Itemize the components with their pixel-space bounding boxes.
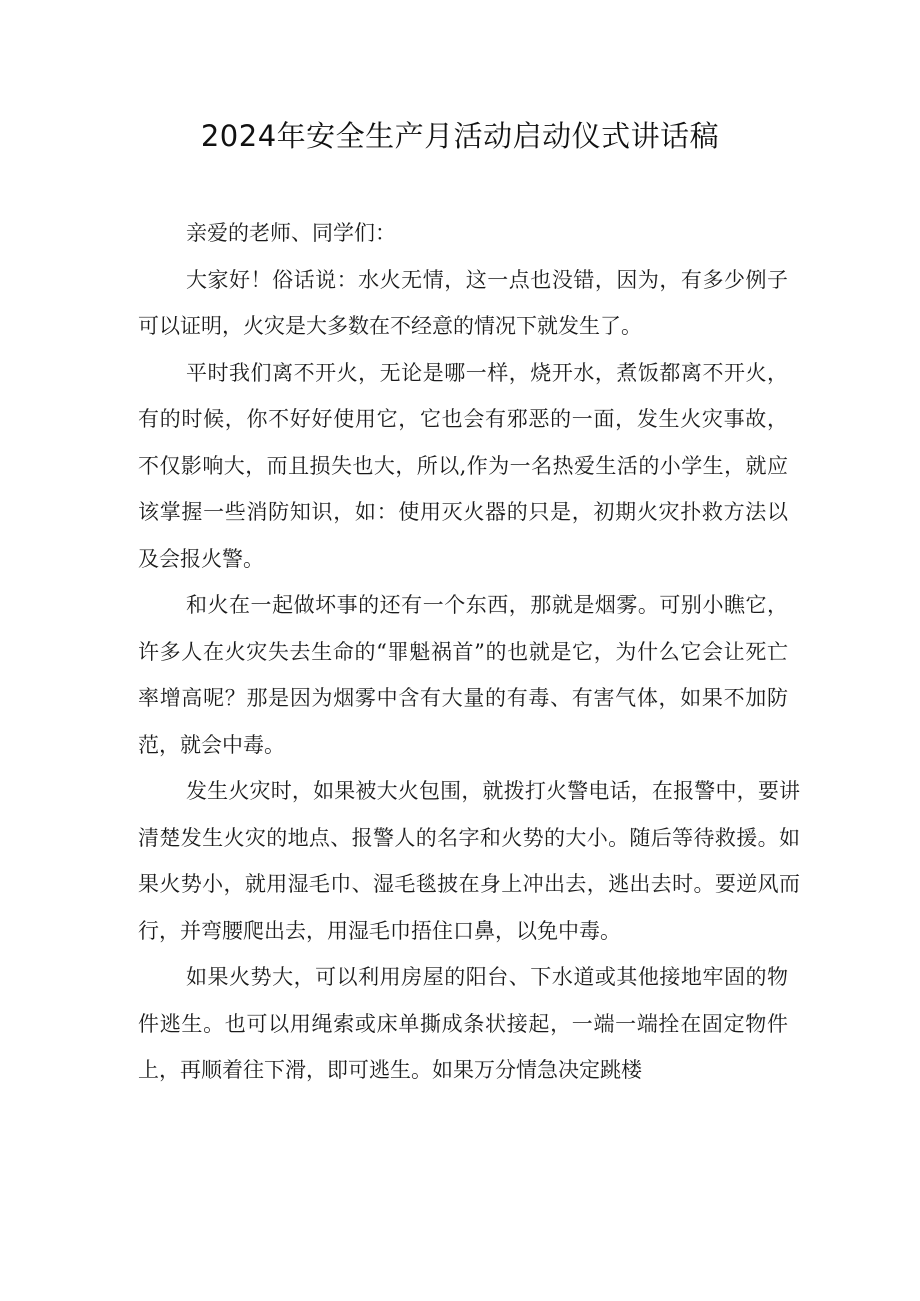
salutation-paragraph: 亲爱的老师、同学们： bbox=[186, 221, 396, 245]
body-paragraph: 平时我们离不开火，无论是哪一样，烧开水，煮饭都离不开火，有的时候，你不好好使用它，它也会有邪恶的一面，发生火灾事故，不仅影响大，而且损失也大，所以,作为一名热爱生活的小学生，就应该掌握一些消防知识，如：使用灭火器的只是，初期火灾扑救方法以及会报火警。 bbox=[138, 360, 788, 571]
body-paragraph: 大家好！俗话说：水火无情，这一点也没错，因为，有多少例子可以证明，火灾是大多数在不经意的情况下就发生了。 bbox=[138, 267, 788, 338]
body-paragraph: 发生火灾时，如果被大火包围，就拨打火警电话，在报警中，要讲清楚发生火灾的地点、报警人的名字和火势的大小。随后等待救援。如果火势小，就用湿毛巾、湿毛毯披在身上冲出去，逃出去时。要逆风而行，并弯腰爬出去，用湿毛巾捂住口鼻，以免中毒。 bbox=[138, 779, 800, 943]
document-title: 2024年安全生产月活动启动仪式讲话稿 bbox=[200, 119, 720, 153]
document-body bbox=[138, 210, 800, 1094]
body-paragraph: 如果火势大，可以利用房屋的阳台、下水道或其他接地牢固的物件逃生。也可以用绳索或床单撕成条状接起，一端一端拴在固定物件上，再顺着往下滑，即可逃生。如果万分情急决定跳楼 bbox=[138, 965, 788, 1082]
body-paragraph: 和火在一起做坏事的还有一个东西，那就是烟雾。可别小瞧它，许多人在火灾失去生命的“罪魁祸首”的也就是它，为什么它会让死亡率增高呢？那是因为烟雾中含有大量的有毒、有害气体，如果不加防范，就会中毒。 bbox=[138, 593, 788, 757]
